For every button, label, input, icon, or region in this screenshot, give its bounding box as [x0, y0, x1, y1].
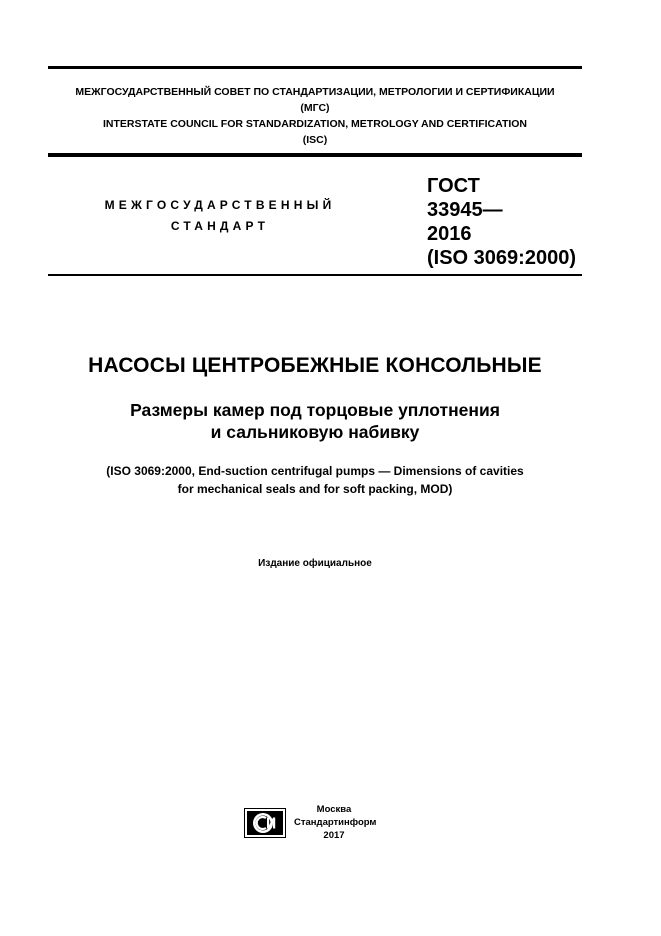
- standard-type-line2: СТАНДАРТ: [170, 219, 270, 233]
- document-subtitle: [40, 399, 590, 443]
- publisher-year: 2017: [323, 830, 345, 841]
- subtitle-line2: и сальниковую набивку: [210, 422, 420, 442]
- thin-rule: [48, 274, 582, 276]
- publisher-name: Стандартинформ: [294, 817, 377, 828]
- english-title-line1: (ISO 3069:2000, End-suction centrifugal pumps — Dimensions of cavities: [106, 464, 524, 478]
- english-title-line2: for mechanical seals and for soft packing, MOD): [177, 482, 453, 496]
- edition-note: Издание официальное: [258, 558, 372, 569]
- gost-designation: [427, 174, 576, 270]
- standartinform-logo-icon: [244, 808, 286, 838]
- gost-number: 33945—: [427, 199, 503, 221]
- publisher-info: [294, 803, 377, 842]
- gost-year: 2016: [427, 223, 472, 245]
- top-rule: [48, 66, 582, 69]
- publisher-city: Москва: [316, 804, 352, 815]
- document-title: НАСОСЫ ЦЕНТРОБЕЖНЫЕ КОНСОЛЬНЫЕ: [88, 354, 542, 377]
- council-ru-abbr: (МГС): [300, 102, 330, 114]
- middle-rule: [48, 153, 582, 157]
- council-en-name: INTERSTATE COUNCIL FOR STANDARDIZATION, METROLOGY AND CERTIFICATION: [102, 118, 528, 130]
- council-ru-name: МЕЖГОСУДАРСТВЕННЫЙ СОВЕТ ПО СТАНДАРТИЗАЦИИ, МЕТРОЛОГИИ И СЕРТИФИКАЦИИ: [75, 86, 555, 98]
- council-en-abbr: (ISC): [302, 134, 328, 146]
- council-header: [48, 84, 582, 148]
- english-title: [30, 462, 600, 498]
- standard-type-label: [70, 195, 370, 237]
- standard-type-line1: МЕЖГОСУДАРСТВЕННЫЙ: [104, 198, 336, 212]
- iso-reference: (ISO 3069:2000): [427, 247, 576, 269]
- gost-label: ГОСТ: [427, 175, 480, 197]
- subtitle-line1: Размеры камер под торцовые уплотнения: [130, 400, 500, 420]
